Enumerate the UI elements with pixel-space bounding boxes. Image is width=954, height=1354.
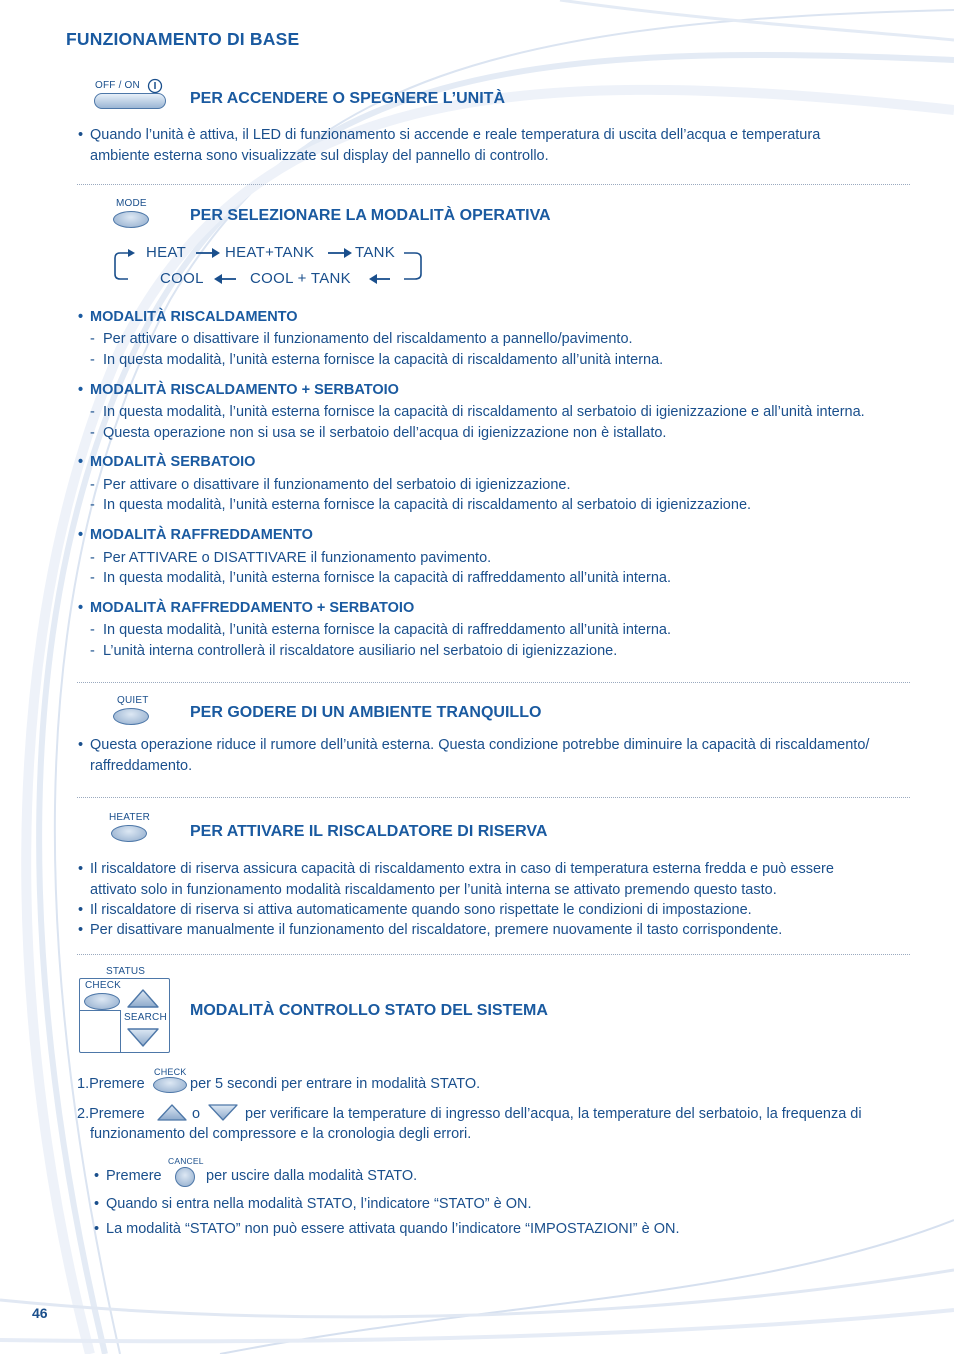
status-group-divider: [79, 1010, 121, 1011]
quiet-button[interactable]: [113, 708, 149, 725]
step1-prefix: 1.Premere: [77, 1076, 145, 1092]
step2-prefix: 2.Premere: [77, 1106, 145, 1122]
cancel-button-icon: [175, 1167, 195, 1187]
onoff-button[interactable]: [94, 93, 166, 109]
mode-item-line: - Per ATTIVARE o DISATTIVARE il funzionamento pavimento.: [103, 548, 491, 569]
mode-item-title: • MODALITÀ RAFFREDDAMENTO + SERBATOIO: [90, 600, 414, 616]
arrow-down-button[interactable]: [126, 1026, 160, 1048]
heater-b2: • Il riscaldatore di riserva si attiva automaticamente quando sono rispettate le condizioni di impostazione.: [90, 900, 752, 921]
mode-item-title: • MODALITÀ RISCALDAMENTO: [90, 309, 298, 325]
status-label: STATUS: [106, 966, 146, 977]
quiet-bullet: [90, 735, 910, 776]
step2-line2: funzionamento del compressore e la cronologia degli errori.: [90, 1126, 472, 1142]
quiet-heading: PER GODERE DI UN AMBIENTE TRANQUILLO: [190, 704, 542, 721]
page-title: FUNZIONAMENTO DI BASE: [66, 29, 300, 49]
heater-button[interactable]: [111, 825, 147, 842]
power-icon: [147, 78, 163, 94]
mode-item-line: - Questa operazione non si usa se il serbatoio dell’acqua di igienizzazione non è istallato.: [103, 423, 666, 444]
mode-heading: PER SELEZIONARE LA MODALITÀ OPERATIVA: [190, 207, 551, 224]
mode-item-title: • MODALITÀ RAFFREDDAMENTO: [90, 527, 313, 543]
arrow-up-icon: [156, 1103, 188, 1123]
onoff-button-label: OFF / ON: [95, 80, 140, 91]
note1-prefix: • Premere: [106, 1166, 162, 1187]
heater-b3: • Per disattivare manualmente il funzionamento del riscaldatore, premere nuovamente il tasto corrispondente.: [90, 920, 782, 941]
search-label: SEARCH: [124, 1012, 167, 1023]
quiet-line2: raffreddamento.: [90, 757, 193, 774]
check-label: CHECK: [85, 980, 122, 991]
heater-bullet: [90, 859, 910, 900]
heater-b1-line1: • Il riscaldatore di riserva assicura capacità di riscaldamento extra in caso di temperatura esterna fredda e può essere: [90, 861, 834, 877]
note1-cancel-label: CANCEL: [168, 1156, 204, 1166]
mode-button[interactable]: [113, 211, 149, 228]
heater-b1-line2: attivato solo in funzionamento modalità riscaldamento per l’unità interna se attivato premendo questo tasto.: [90, 881, 777, 898]
mode-item-line: - In questa modalità, l’unità esterna fornisce la capacità di riscaldamento al serbatoio di igienizzazione e all’unità interna.: [103, 402, 865, 423]
mode-item-line: - In questa modalità, l’unità esterna fornisce la capacità di raffreddamento all’unità interna.: [103, 620, 671, 641]
quiet-line1: • Questa operazione riduce il rumore dell’unità esterna. Questa condizione potrebbe diminuire la capacità di riscaldamento/: [90, 737, 870, 753]
flow-tank: TANK: [355, 244, 396, 261]
heater-heading: PER ATTIVARE IL RISCALDATORE DI RISERVA: [190, 823, 548, 840]
mode-item-line: - In questa modalità, l’unità esterna fornisce la capacità di raffreddamento all’unità interna.: [103, 568, 671, 589]
flow-heat: HEAT: [146, 244, 187, 261]
divider: [77, 682, 910, 683]
arrow-up-button[interactable]: [126, 988, 160, 1010]
divider: [77, 954, 910, 955]
note2: • Quando si entra nella modalità STATO, l’indicatore “STATO” è ON.: [106, 1194, 532, 1215]
divider: [77, 797, 910, 798]
mode-item-line: - Per attivare o disattivare il funzionamento del riscaldamento a pannello/pavimento.: [103, 329, 633, 350]
mode-item-title: • MODALITÀ RISCALDAMENTO + SERBATOIO: [90, 382, 399, 398]
mode-button-label: MODE: [116, 198, 147, 209]
onoff-bullet: [90, 125, 910, 166]
step1-check-label: CHECK: [154, 1067, 187, 1077]
mode-item-line: - Per attivare o disattivare il funzionamento del serbatoio di igienizzazione.: [103, 475, 570, 496]
check-button[interactable]: [84, 993, 120, 1010]
note3: • La modalità “STATO” non può essere attivata quando l’indicatore “IMPOSTAZIONI” è ON.: [106, 1219, 680, 1240]
quiet-button-label: QUIET: [117, 695, 149, 706]
flow-heat-tank: HEAT+TANK: [225, 244, 315, 261]
status-group-divider: [120, 1010, 121, 1052]
mode-item-title: • MODALITÀ SERBATOIO: [90, 454, 255, 470]
step1-suffix: per 5 secondi per entrare in modalità STATO.: [190, 1076, 481, 1092]
status-heading: MODALITÀ CONTROLLO STATO DEL SISTEMA: [190, 1002, 548, 1019]
note1-suffix: per uscire dalla modalità STATO.: [206, 1168, 418, 1184]
step2-suffix: per verificare la temperature di ingresso dell’acqua, la temperature del serbatoio, la frequenza di: [245, 1106, 862, 1122]
page-number: 46: [32, 1305, 48, 1321]
onoff-bullet-line1: • Quando l’unità è attiva, il LED di funzionamento si accende e reale temperatura di uscita dell’acqua e temperatura: [90, 127, 821, 143]
flow-cool-tank: COOL + TANK: [250, 270, 351, 287]
mode-item-line: - In questa modalità, l’unità esterna fornisce la capacità di riscaldamento all’unità interna.: [103, 350, 663, 371]
divider: [77, 184, 910, 185]
onoff-heading: PER ACCENDERE O SPEGNERE L’UNITÀ: [190, 90, 506, 107]
step2-or: o: [192, 1106, 201, 1122]
mode-item-line: - In questa modalità, l’unità esterna fornisce la capacità di riscaldamento al serbatoio di igienizzazione.: [103, 495, 751, 516]
flow-cool: COOL: [160, 270, 204, 287]
arrow-down-icon: [207, 1103, 239, 1123]
heater-button-label: HEATER: [109, 812, 151, 823]
mode-item-line: - L’unità interna controllerà il riscaldatore ausiliario nel serbatoio di igienizzazione.: [103, 641, 617, 662]
onoff-bullet-line2: ambiente esterna sono visualizzate sul display del pannello di controllo.: [90, 147, 549, 164]
check-button-icon: [153, 1077, 187, 1093]
